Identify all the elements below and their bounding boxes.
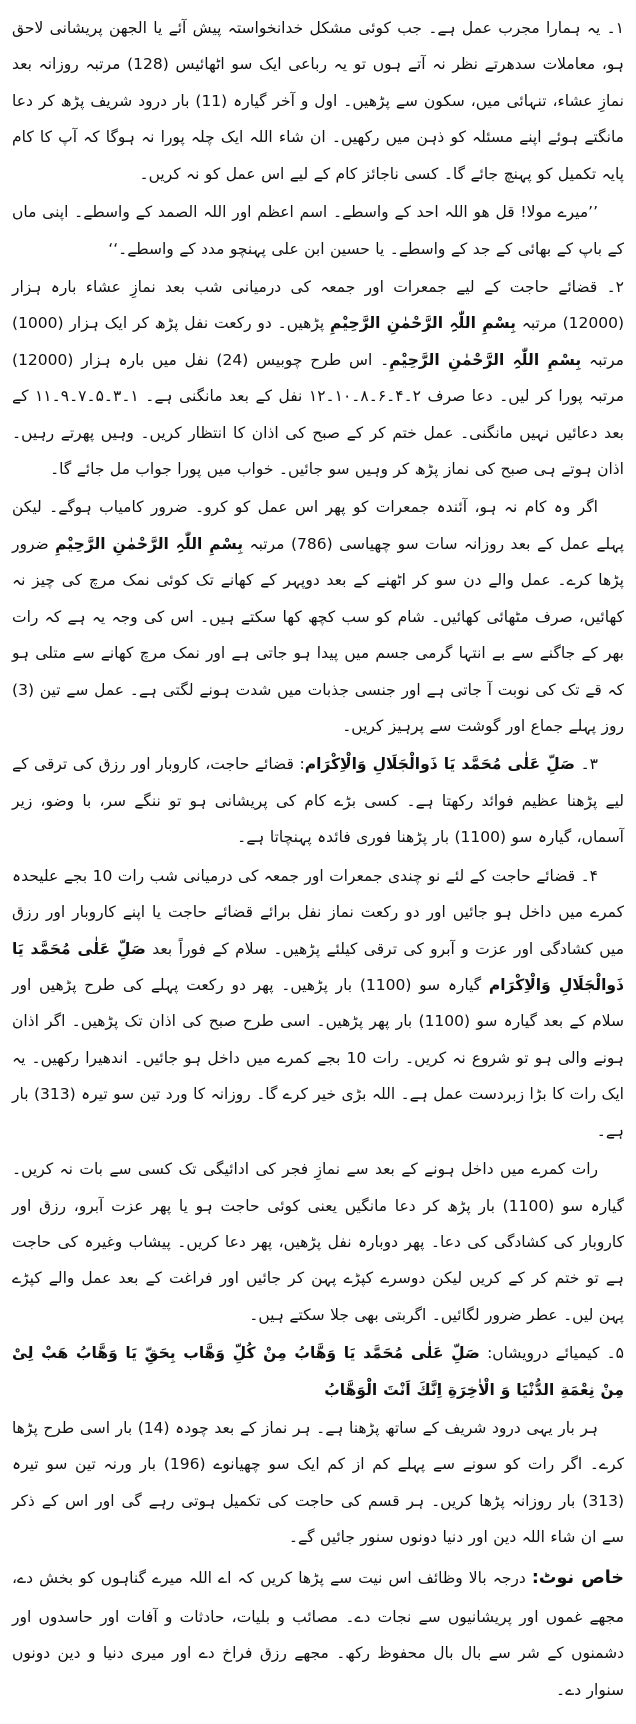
- paragraph-section-4-continued: [12, 1151, 624, 1333]
- text-segment: اگر وہ کام نہ ہو، آئندہ جمعرات کو پھر اس عمل کو کرو۔ ضرور کامیاب ہوگے۔ لیکن پہلے عمل کے بعد روزانہ سات سو چھیاسی (786) مرتبہ: [12, 498, 624, 553]
- paragraph-section-5: [12, 1335, 624, 1408]
- arabic-phrase: صَلِّ عَلٰی مُحَمَّد يَا وَھَّابُ مِنْ کُلِّ وَھَّاب بِحَقِّ يَا وَھَّابُ ھَبْ لِیْ مِنْ نِعْمَةِ الدُّنْيَا وَ الْاٰخِرَةِ اِنَّكَ اَنْتَ الْوَھَّابُ: [12, 1344, 624, 1399]
- text-segment: ۲۔ قضائے حاجت کے لیے جمعرات اور جمعہ کی درمیانی شب بعد نمازِ عشاء بارہ ہزار (12000) مرتبہ: [12, 277, 624, 333]
- text-segment: گیارہ سو (1100) بار پڑھیں۔ پھر دو رکعت پہلے کی طرح پڑھیں اور سلام کے بعد گیارہ سو (1100) بار پھر پڑھیں۔ اسی طرح صبح کی اذان تک پڑھیں۔ اگر اذان ہونے والی ہو تو شروع نہ کریں۔ رات 10 بجے کمرے میں داخل ہو جائیں۔ اندھیرا رکھیں۔ یہ ایک رات کا بڑا زبردست عمل ہے۔ اللہ بڑی خیر کرے گا۔ روزانہ کا ورد تین سو تیرہ (313) بار ہے۔: [12, 975, 625, 1140]
- arabic-phrase: صَلِّ عَلٰی مُحَمَّد يَا ذَوالْجَلَالِ وَالْاِکْرَام: [304, 755, 576, 774]
- arabic-phrase: صَلِّ عَلٰی مُحَمَّد يَا ذَوالْجَلَالِ وَالْاِکْرَام: [12, 939, 625, 994]
- text-segment: ۳۔: [575, 755, 598, 774]
- paragraph-section-1: [12, 10, 624, 192]
- text-segment: ۔ اس طرح چوبیس (24) نفل میں بارہ ہزار (12000) مرتبہ پورا کر لیں۔ دعا صرف ۲۔۴۔۶۔۸۔۱۰۔۱۲ نفل کے بعد مانگنی ہے۔ ۱۔۳۔۵۔۷۔۹۔۱۱ کے بعد دعائیں نہیں مانگنی۔ عمل ختم کر کے صبح کی اذان کا انتظار کریں۔ وہیں پھرتے رہیں۔ اذان ہوتے ہی صبح کی نماز پڑھ کر وہیں سو جائیں۔ خواب میں پورا جواب مل جائے گا۔: [12, 350, 624, 479]
- paragraph-section-2: [12, 269, 624, 488]
- special-note-paragraph: [12, 1558, 624, 1708]
- paragraph-section-5-continued: [12, 1410, 624, 1556]
- arabic-phrase: بِسْمِ اللّٰہِ الرَّحْمٰنِ الرَّحِيْمِ: [389, 350, 582, 369]
- arabic-phrase: بِسْمِ اللّٰہِ الرَّحْمٰنِ الرَّحِيْمِ: [55, 534, 244, 553]
- note-heading: خاص نوٹ:: [531, 1567, 624, 1588]
- text-segment: پڑھیں۔ دو رکعت نفل پڑھ کر ایک ہزار (1000) مرتبہ: [12, 314, 624, 369]
- text-segment: ۱۔ یہ ہمارا مجرب عمل ہے۔ جب کوئی مشکل خدانخواستہ پیش آئے یا الجھن پریشانی لاحق ہو، معاملات سدھرتے نظر نہ آتے ہوں تو یہ رباعی ایک سو اٹھائیس (128) مرتبہ روزانہ بعد نمازِ عشاء، تنہائی میں، سکون سے پڑھیں۔ اول و آخر گیارہ (11) بار درود شریف پڑھ کر دعا مانگتے ہوئے اپنے مسئلہ کو ذہن میں رکھیں۔ ان شاء اللہ ایک چلہ پورا نہ ہوگا کہ آپ کا کام پایہ تکمیل کو پہنچ جائے گا۔ کسی ناجائز کام کے لیے اس عمل کو نہ کریں۔: [12, 19, 625, 183]
- quote-paragraph: [12, 194, 624, 267]
- text-segment: ۵۔ کیمیائے درویشاں:: [479, 1344, 624, 1363]
- paragraph-section-2-continued: [12, 489, 624, 744]
- text-segment: رات کمرے میں داخل ہونے کے بعد سے نمازِ فجر کی ادائیگی تک کسی سے بات نہ کریں۔ گیارہ سو (1100) بار پڑھ کر دعا مانگیں یعنی کوئی حاجت ہو یا پھر عزت آبرو، رزق اور کاروبار کی کشادگی کی دعا۔ پھر دوبارہ نفل پڑھیں، پھر دعا کریں۔ پیشاب وغیرہ کی حاجت ہے تو ختم کر کے کریں لیکن دوسرے کپڑے پہن کر جائیں اور فراغت کے بعد عمل والے کپڑے پہن لیں۔ عطر ضرور لگائیں۔ اگربتی بھی جلا سکتے ہیں۔: [12, 1160, 625, 1324]
- text-segment: ۴۔ قضائے حاجت کے لئے نو چندی جمعرات اور جمعہ کی درمیانی شب رات 10 بجے علیحدہ کمرے میں داخل ہو جائیں اور دو رکعت نماز نفل برائے قضائے حاجت یا اپنے کاروبار اور رزق میں کشادگی اور عزت و آبرو کی ترقی کیلئے پڑھیں۔ سلام کے فوراً بعد: [12, 866, 625, 958]
- text-segment: : قضائے حاجت، کاروبار اور رزق کی ترقی کے لیے پڑھنا عظیم فوائد رکھتا ہے۔ کسی بڑے کام کی پریشانی ہو تو ننگے سر، با وضو، زیر آسماں، گیارہ سو (1100) بار پڑھنا فوری فائدہ پہنچاتا ہے۔: [12, 755, 624, 847]
- text-segment: ہر بار یہی درود شریف کے ساتھ پڑھنا ہے۔ ہر نماز کے بعد چودہ (14) بار اسی طرح پڑھا کرے۔ اگر رات کو سونے سے پہلے کم از کم ایک سو چھیانوے (196) بار ورنہ تین سو تیرہ (313) بار روزانہ پڑھا کریں۔ ہر قسم کی حاجت کی تکمیل ہوتی رہے گی اور اس کے ذکر سے ان شاء اللہ دین اور دنیا دونوں سنور جائیں گے۔: [12, 1419, 624, 1547]
- text-body: [12, 10, 624, 1708]
- paragraph-section-3: [12, 746, 624, 855]
- paragraph-section-4: [12, 858, 624, 1149]
- arabic-phrase: بِسْمِ اللّٰہِ الرَّحْمٰنِ الرَّحِيْمِ: [330, 314, 516, 333]
- text-segment: درجہ بالا وظائف اس نیت سے پڑھا کریں کہ اے اللہ میرے گناہوں کو بخش دے، مجھے غموں اور پریشانیوں سے نجات دے۔ مصائب و بلیات، حادثات و آفات اور حاسدوں اور دشمنوں کے شر سے بال بال محفوظ رکھ۔ مجھے رزق فراخ دے اور میری دنیا و دین دونوں سنوار دے۔: [12, 1568, 624, 1699]
- text-segment: ’’میرے مولا! قل ھو اللہ احد کے واسطے۔ اسم اعظم اور اللہ الصمد کے واسطے۔ اپنی ماں کے باپ کے بھائی کے جد کے واسطے۔ یا حسین ابن علی پہنچو مدد کے واسطے۔‘‘: [12, 203, 624, 258]
- text-segment: ضرور پڑھا کرے۔ عمل والے دن سو کر اٹھنے کے بعد دوپہر کے کھانے تک کوئی نمک مرچ کی چیز نہ کھائیں، صرف مٹھائی کھائیں۔ شام کو سب کچھ کھا سکتے ہیں۔ اس کی وجہ یہ ہے کہ رات بھر کے جاگنے سے بے انتہا گرمی جسم میں پیدا ہو جاتی ہے اور نمک مرچ کھانے سے متلی ہو کہ قے تک کی نوبت آ جاتی ہے اور جنسی جذبات میں شدت ہونے لگتی ہے۔ عمل سے تین (3) روز پہلے جماع اور گوشت سے پرہیز کریں۔: [12, 534, 624, 736]
